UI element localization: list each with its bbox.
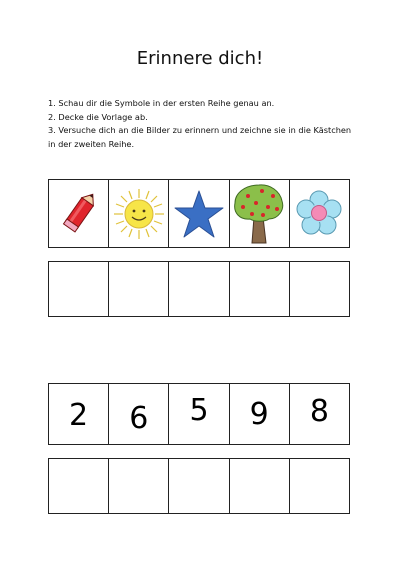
number-value: 6 bbox=[129, 400, 149, 436]
instructions bbox=[48, 97, 358, 151]
drawing-box[interactable] bbox=[168, 262, 228, 316]
writing-box[interactable] bbox=[49, 459, 108, 513]
drawing-box[interactable] bbox=[49, 262, 108, 316]
flower-icon bbox=[294, 189, 344, 239]
pencil-icon bbox=[54, 189, 104, 239]
symbol-cell-flower bbox=[289, 180, 349, 247]
drawing-box[interactable] bbox=[108, 262, 168, 316]
symbol-cell-sun bbox=[108, 180, 168, 247]
sun-icon bbox=[112, 187, 166, 241]
drawing-row-symbols bbox=[48, 261, 350, 317]
symbol-row bbox=[48, 179, 350, 248]
drawing-row-numbers bbox=[48, 458, 350, 514]
number-value: 5 bbox=[189, 392, 209, 428]
symbol-cell-pencil bbox=[49, 180, 108, 247]
number-value: 9 bbox=[249, 396, 269, 432]
number-row bbox=[48, 383, 350, 445]
number-cell bbox=[49, 384, 108, 444]
drawing-box[interactable] bbox=[289, 262, 349, 316]
number-value: 8 bbox=[309, 393, 329, 429]
writing-box[interactable] bbox=[108, 459, 168, 513]
symbol-cell-tree bbox=[229, 180, 289, 247]
number-cell bbox=[229, 384, 289, 444]
instruction-step-3: 3. Versuche dich an die Bilder zu erinnern und zeichne sie in die Kästchen in der zweiten Reihe. bbox=[48, 125, 352, 149]
symbol-cell-star bbox=[168, 180, 228, 247]
drawing-box[interactable] bbox=[229, 262, 289, 316]
number-value: 2 bbox=[69, 397, 89, 433]
writing-box[interactable] bbox=[289, 459, 349, 513]
number-cell bbox=[289, 384, 349, 444]
number-cell bbox=[168, 384, 228, 444]
apple-tree-icon bbox=[232, 183, 286, 245]
writing-box[interactable] bbox=[168, 459, 228, 513]
instruction-step-2: 2. Decke die Vorlage ab. bbox=[48, 111, 148, 122]
page-title: Erinnere dich! bbox=[136, 48, 264, 69]
instruction-step-1: 1. Schau dir die Symbole in der ersten Reihe genau an. bbox=[48, 98, 275, 108]
writing-box[interactable] bbox=[229, 459, 289, 513]
star-icon bbox=[173, 189, 225, 239]
number-cell bbox=[108, 384, 168, 444]
